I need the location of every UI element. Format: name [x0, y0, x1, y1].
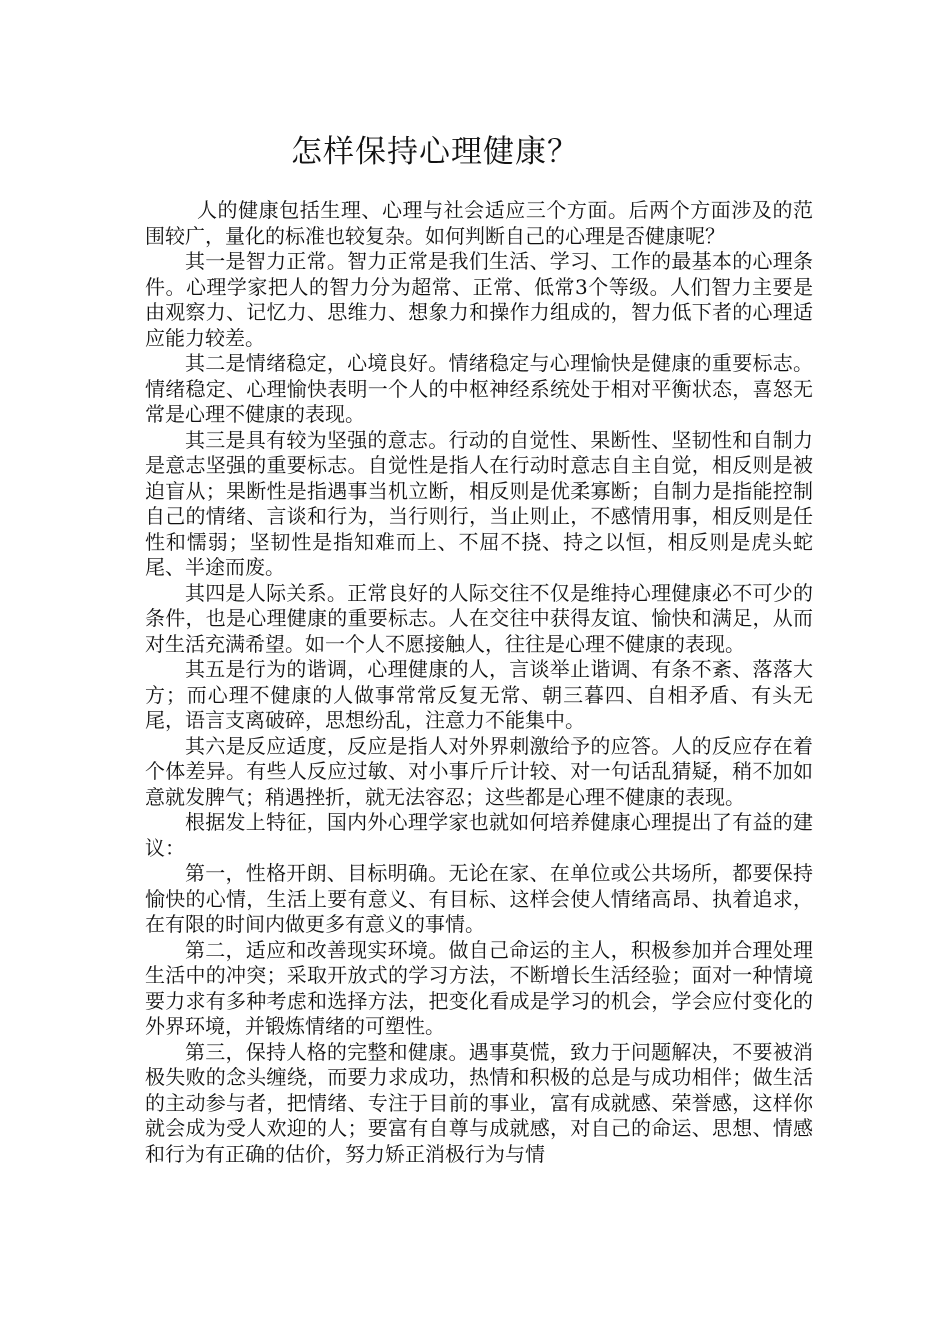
paragraph-criterion-4: 其四是人际关系。正常良好的人际交往不仅是维持心理健康必不可少的条件，也是心理健康的重要标志。人在交往中获得友谊、愉快和满足，从而对生活充满希望。如一个人不愿接触人，往往是心理不健康的表现。: [145, 580, 813, 656]
paragraph-advice-1: 第一，性格开朗、目标明确。无论在家、在单位或公共场所，都要保持愉快的心情，生活上要有意义、有目标、这样会使人情绪高昂、执着追求，在有限的时间内做更多有意义的事情。: [145, 861, 813, 936]
paragraph-advice-3: 第三，保持人格的完整和健康。遇事莫慌，致力于问题解决，不要被消极失败的念头缠绕，而要力求成功，热情和积极的总是与成功相伴；做生活的主动参与者，把情绪、专注于目前的事业，富有成就感、荣誉感，这样你就会成为受人欢迎的人；要富有自尊与成就感，对自己的命运、思想、情感和行为有正确的估价，努力矫正消极行为与情: [145, 1039, 813, 1166]
paragraph-criterion-5: 其五是行为的谐调，心理健康的人，言谈举止谐调、有条不紊、落落大方；而心理不健康的人做事常常反复无常、朝三暮四、自相矛盾、有头无尾，语言支离破碎，思想纷乱，注意力不能集中。: [145, 657, 813, 732]
paragraph-advice-2: 第二，适应和改善现实环境。做自己命运的主人，积极参加并合理处理生活中的冲突；采取开放式的学习方法，不断增长生活经验；面对一种情境要力求有多种考虑和选择方法，把变化看成是学习的机会，学会应付变化的外界环境，并锻炼情绪的可塑性。: [145, 937, 813, 1038]
document-title: 怎样保持心理健康？: [291, 134, 579, 170]
document-body: [145, 198, 813, 1167]
paragraph-criterion-3: 其三是具有较为坚强的意志。行动的自觉性、果断性、坚韧性和自制力是意志坚强的重要标志。自觉性是指人在行动时意志自主自觉，相反则是被迫盲从；果断性是指遇事当机立断，相反则是优柔寡断；自制力是指能控制自己的情绪、言谈和行为，当行则行，当止则止，不感情用事，相反则是任性和懦弱；坚韧性是指知难而上、不屈不挠、持之以恒，相反则是虎头蛇尾、半途而废。: [145, 427, 813, 579]
paragraph-intro: 人的健康包括生理、心理与社会适应三个方面。后两个方面涉及的范围较广，量化的标准也较复杂。如何判断自己的心理是否健康呢？: [145, 198, 813, 248]
paragraph-advice-intro: 根据发上特征，国内外心理学家也就如何培养健康心理提出了有益的建议：: [145, 810, 813, 860]
paragraph-criterion-1: 其一是智力正常。智力正常是我们生活、学习、工作的最基本的心理条件。心理学家把人的智力分为超常、正常、低常3个等级。人们智力主要是由观察力、记忆力、思维力、想象力和操作力组成的，智力低下者的心理适应能力较差。: [145, 249, 813, 350]
paragraph-criterion-2: 其二是情绪稳定，心境良好。情绪稳定与心理愉快是健康的重要标志。情绪稳定、心理愉快表明一个人的中枢神经系统处于相对平衡状态，喜怒无常是心理不健康的表现。: [145, 351, 813, 426]
paragraph-criterion-6: 其六是反应适度，反应是指人对外界刺激给予的应答。人的反应存在着个体差异。有些人反应过敏、对小事斤斤计较、对一句话乱猜疑，稍不加如意就发脾气；稍遇挫折，就无法容忍；这些都是心理不健康的表现。: [145, 733, 813, 809]
